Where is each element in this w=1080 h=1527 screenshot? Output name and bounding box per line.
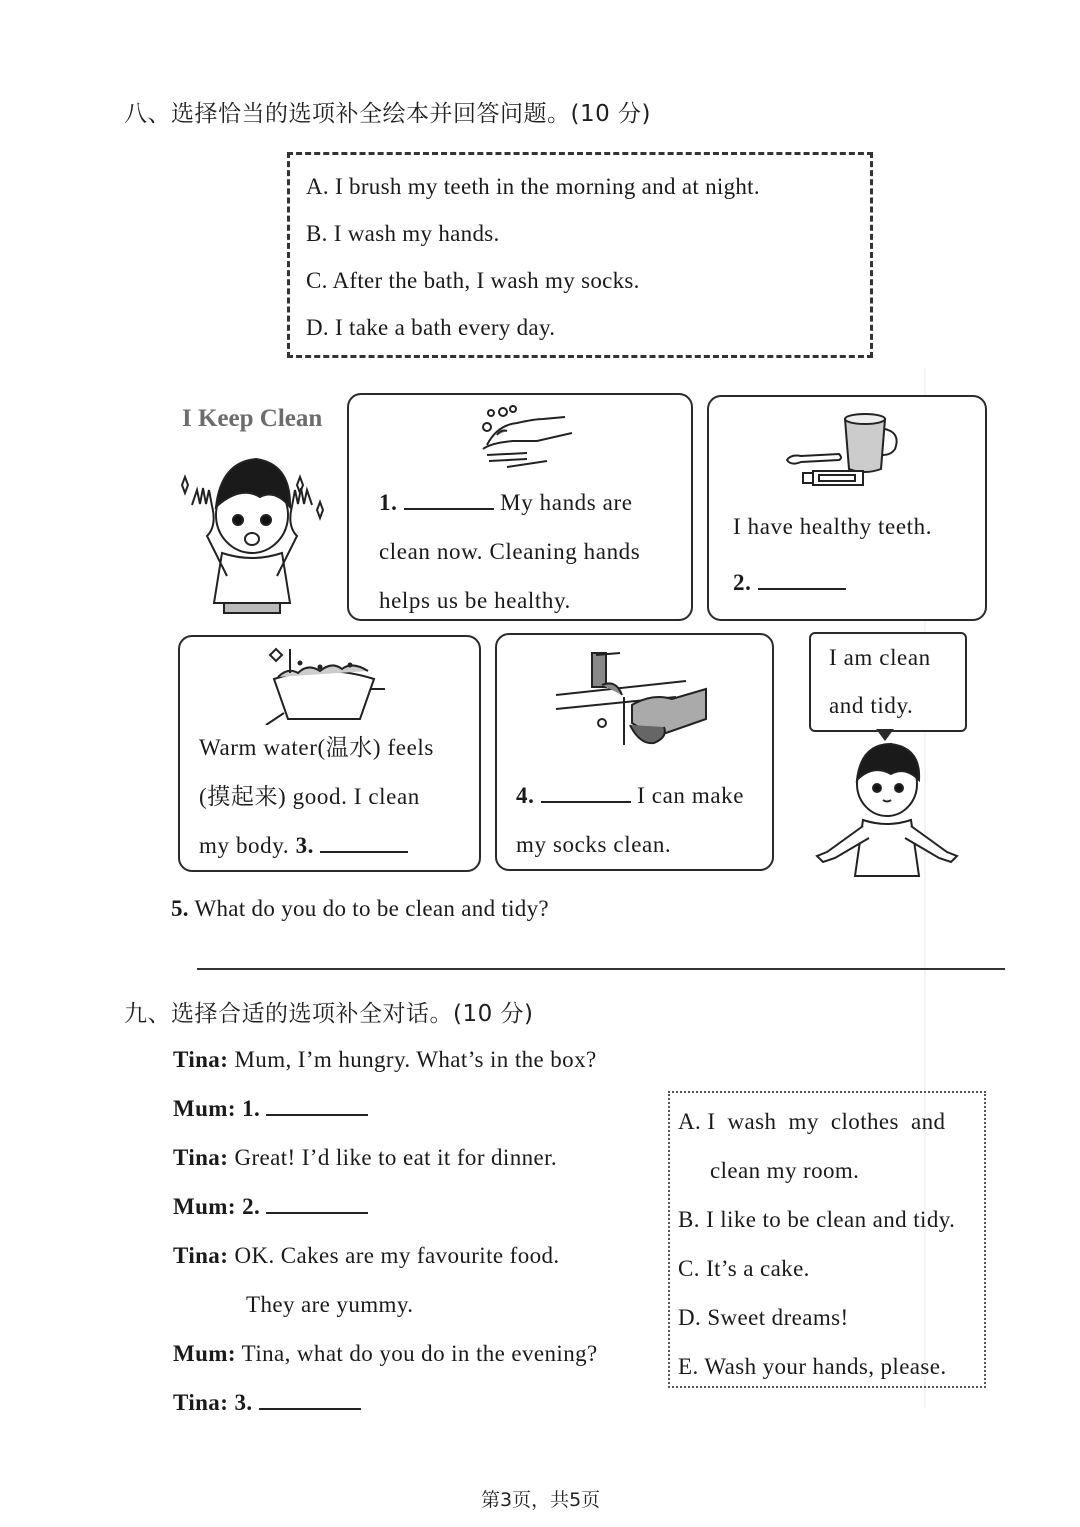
answer-blank-3[interactable]: [320, 850, 408, 853]
bathtub-icon: [260, 647, 385, 725]
dialogue-line-6: Mum: Tina, what do you do in the evening?: [173, 1341, 598, 1366]
dialogue-line-7: Tina: 3.: [173, 1378, 598, 1427]
option-a: A. I brush my teeth in the morning and at night.: [306, 174, 760, 199]
speech-bubble-tail: [876, 729, 894, 741]
dialogue: [173, 1035, 598, 1427]
dialogue-blank-2[interactable]: [266, 1211, 368, 1214]
panel-1-text: 1. My hands are clean now. Cleaning hands helps us be healthy.: [379, 490, 641, 613]
speech-bubble: I am clean and tidy.: [809, 632, 967, 732]
section-8-title: 八、选择恰当的选项补全绘本并回答问题。(10 分): [124, 101, 652, 127]
section-9-title: 九、选择合适的选项补全对话。(10 分): [124, 1001, 534, 1027]
option-9d: D. Sweet dreams!: [678, 1305, 849, 1330]
option-9c: C. It’s a cake.: [678, 1256, 810, 1281]
answer-blank-1[interactable]: [404, 507, 494, 510]
section-9-options-box: [668, 1091, 986, 1388]
option-9b: B. I like to be clean and tidy.: [678, 1207, 956, 1232]
page-number: 第3页，共5页: [481, 1489, 601, 1511]
dialogue-line-1: Tina: Mum, I’m hungry. What’s in the box?: [173, 1047, 597, 1072]
option-9a-cont: clean my room.: [710, 1158, 860, 1183]
story-panel-1: [347, 393, 693, 621]
dialogue-line-2: Mum: 1.: [173, 1084, 598, 1133]
dialogue-line-4: Mum: 2.: [173, 1182, 598, 1231]
story-panel-3: [178, 635, 481, 872]
story-panel-2: [707, 395, 987, 621]
answer-line-5[interactable]: [197, 968, 1005, 970]
washing-socks-icon: [552, 645, 712, 755]
option-d: D. I take a bath every day.: [306, 315, 556, 340]
boy-showing-hands-illustration: [172, 445, 332, 615]
dialogue-blank-3[interactable]: [259, 1407, 361, 1410]
option-9e: E. Wash your hands, please.: [678, 1354, 947, 1379]
washing-hands-icon: [477, 405, 572, 470]
panel-2-text: I have healthy teeth. 2.: [733, 514, 933, 595]
story-title: I Keep Clean: [182, 405, 323, 432]
dialogue-line-3: Tina: Great! I’d like to eat it for dinner.: [173, 1145, 558, 1170]
question-5: 5. What do you do to be clean and tidy?: [171, 896, 549, 921]
panel-3-text: Warm water(温水) feels (摸起来) good. I clean my body. 3.: [199, 735, 434, 858]
toothbrush-cup-toothpaste-icon: [781, 405, 906, 495]
section-8-options-box: [287, 152, 873, 358]
answer-blank-2[interactable]: [758, 587, 846, 590]
panel-4-text: 4. I can make my socks clean.: [516, 783, 745, 857]
boy-arms-open-illustration: [815, 742, 960, 882]
option-c: C. After the bath, I wash my socks.: [306, 268, 640, 293]
story-panel-4: [495, 633, 774, 871]
dialogue-blank-1[interactable]: [266, 1113, 368, 1116]
option-9a: A. I wash my clothes and: [678, 1109, 946, 1134]
dialogue-line-5-cont: They are yummy.: [246, 1292, 414, 1317]
option-b: B. I wash my hands.: [306, 221, 500, 246]
dialogue-line-5: Tina: OK. Cakes are my favourite food.: [173, 1243, 560, 1268]
answer-blank-4[interactable]: [541, 800, 631, 803]
